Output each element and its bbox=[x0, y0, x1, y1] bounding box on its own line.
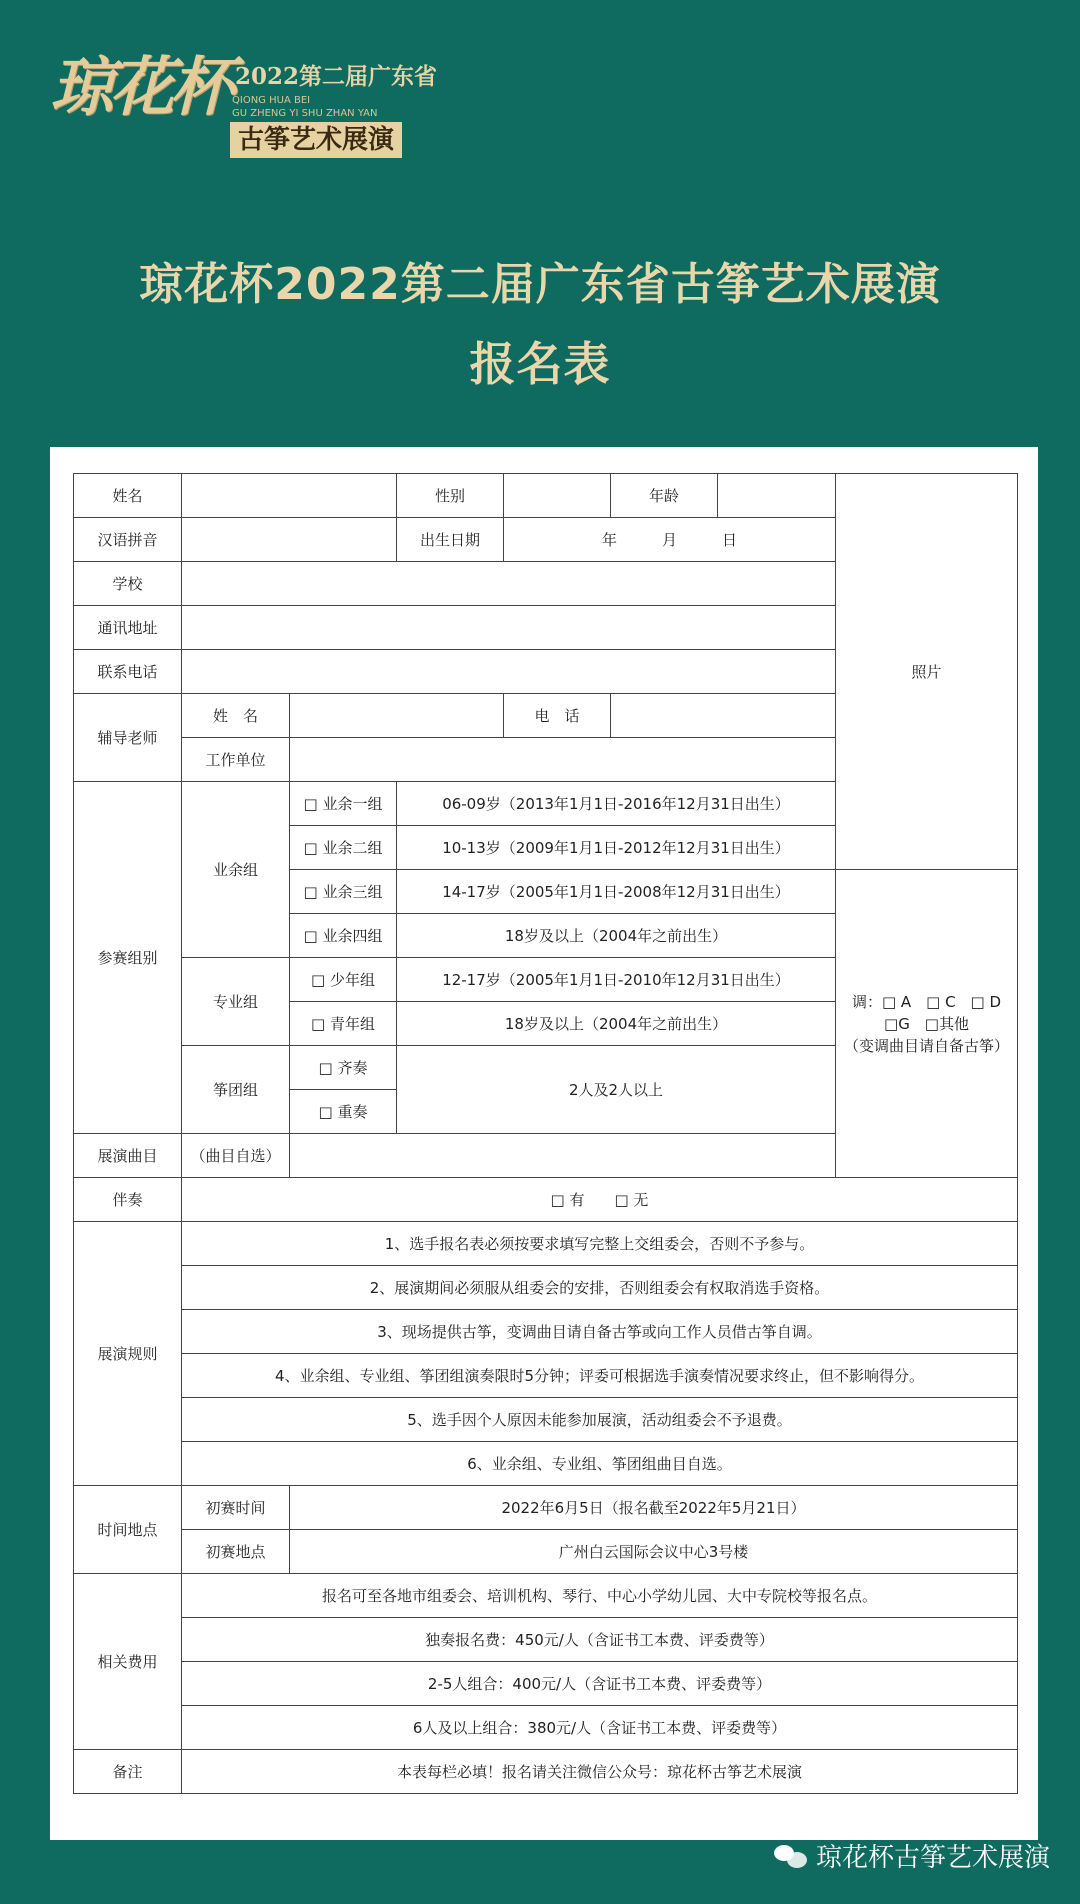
label-prelim-time: 初赛时间 bbox=[182, 1486, 290, 1530]
rule-item: 2、展演期间必须服从组委会的安排，否则组委会有权取消选手资格。 bbox=[182, 1266, 1018, 1310]
checkbox-amateur-3[interactable]: □ 业余三组 bbox=[290, 870, 397, 914]
row-rule-5 bbox=[74, 1398, 1018, 1442]
teacher-phone-field[interactable] bbox=[611, 694, 836, 738]
watermark-text: 琼花杯古筝艺术展演 bbox=[815, 1843, 1050, 1873]
label-pinyin: 汉语拼音 bbox=[74, 518, 182, 562]
group-desc-amateur-1: 06-09岁（2013年1月1日-2016年12月31日出生） bbox=[397, 782, 836, 826]
logo-pinyin-line-2: GU ZHENG YI SHU ZHAN YAN bbox=[232, 108, 378, 119]
label-rules: 展演规则 bbox=[74, 1222, 182, 1486]
checkbox-unison[interactable]: □ 齐奏 bbox=[290, 1046, 397, 1090]
label-category: 参赛组别 bbox=[74, 782, 182, 1134]
fee-item: 2-5人组合：400元/人（含证书工本费、评委费等） bbox=[182, 1662, 1018, 1706]
checkbox-duet[interactable]: □ 重奏 bbox=[290, 1090, 397, 1134]
wechat-icon bbox=[774, 1843, 808, 1869]
label-professional: 专业组 bbox=[182, 958, 290, 1046]
page-subtitle: 报名表 bbox=[469, 337, 611, 391]
rule-item: 6、业余组、专业组、筝团组曲目自选。 bbox=[182, 1442, 1018, 1486]
checkbox-junior[interactable]: □ 少年组 bbox=[290, 958, 397, 1002]
key-note: （变调曲目请自备古筝） bbox=[844, 1036, 1010, 1055]
logo-subtitle-box: 古筝艺术展演 bbox=[230, 122, 402, 158]
label-prelim-place: 初赛地点 bbox=[182, 1530, 290, 1574]
row-rule-4 bbox=[74, 1354, 1018, 1398]
row-fee-3 bbox=[74, 1662, 1018, 1706]
address-field[interactable] bbox=[182, 606, 836, 650]
name-field[interactable] bbox=[182, 474, 397, 518]
registration-table bbox=[73, 473, 1018, 1794]
label-piece: 展演曲目 bbox=[74, 1134, 182, 1178]
gender-field[interactable] bbox=[504, 474, 611, 518]
label-birth: 出生日期 bbox=[397, 518, 504, 562]
label-phone: 联系电话 bbox=[74, 650, 182, 694]
key-options-line-1[interactable]: 调：□ A □ C □ D bbox=[851, 992, 1002, 1011]
row-rule-3 bbox=[74, 1310, 1018, 1354]
checkbox-amateur-2[interactable]: □ 业余二组 bbox=[290, 826, 397, 870]
piece-note: （曲目自选） bbox=[182, 1134, 290, 1178]
row-fee-1 bbox=[74, 1574, 1018, 1618]
photo-area[interactable]: 照片 bbox=[836, 474, 1018, 870]
prelim-time-value: 2022年6月5日（报名截至2022年5月21日） bbox=[290, 1486, 1018, 1530]
accompaniment-options[interactable]: □ 有 □ 无 bbox=[182, 1178, 1018, 1222]
label-time-place: 时间地点 bbox=[74, 1486, 182, 1574]
logo-main-text: 琼花杯 bbox=[50, 50, 230, 125]
label-amateur: 业余组 bbox=[182, 782, 290, 958]
key-selection[interactable] bbox=[836, 870, 1018, 1178]
row-accompaniment bbox=[74, 1178, 1018, 1222]
school-field[interactable] bbox=[182, 562, 836, 606]
label-teacher-name: 姓 名 bbox=[182, 694, 290, 738]
row-fee-2 bbox=[74, 1618, 1018, 1662]
page-title: 琼花杯2022第二届广东省古筝艺术展演 bbox=[139, 259, 941, 310]
label-teacher-phone: 电 话 bbox=[504, 694, 611, 738]
checkbox-amateur-4[interactable]: □ 业余四组 bbox=[290, 914, 397, 958]
label-address: 通讯地址 bbox=[74, 606, 182, 650]
label-ensemble: 筝团组 bbox=[182, 1046, 290, 1134]
teacher-name-field[interactable] bbox=[290, 694, 504, 738]
piece-field[interactable] bbox=[290, 1134, 836, 1178]
wechat-watermark bbox=[774, 1837, 1050, 1874]
label-teacher-unit: 工作单位 bbox=[182, 738, 290, 782]
group-desc-amateur-3: 14-17岁（2005年1月1日-2008年12月31日出生） bbox=[397, 870, 836, 914]
fee-item: 报名可至各地市组委会、培训机构、琴行、中心小学幼儿园、大中专院校等报名点。 bbox=[182, 1574, 1018, 1618]
rule-item: 5、选手因个人原因未能参加展演，活动组委会不予退费。 bbox=[182, 1398, 1018, 1442]
row-rule-2 bbox=[74, 1266, 1018, 1310]
group-desc-junior: 12-17岁（2005年1月1日-2010年12月31日出生） bbox=[397, 958, 836, 1002]
label-age: 年龄 bbox=[611, 474, 718, 518]
rule-item: 3、现场提供古筝，变调曲目请自备古筝或向工作人员借古筝自调。 bbox=[182, 1310, 1018, 1354]
prelim-place-value: 广州白云国际会议中心3号楼 bbox=[290, 1530, 1018, 1574]
rule-item: 1、选手报名表必须按要求填写完整上交组委会，否则不予参与。 bbox=[182, 1222, 1018, 1266]
logo-year-line: 2022第二届广东省 bbox=[235, 63, 438, 90]
row-place bbox=[74, 1530, 1018, 1574]
group-desc-ensemble: 2人及2人以上 bbox=[397, 1046, 836, 1134]
logo-pinyin-line-1: QIONG HUA BEI bbox=[232, 95, 311, 106]
group-desc-amateur-2: 10-13岁（2009年1月1日-2012年12月31日出生） bbox=[397, 826, 836, 870]
age-field[interactable] bbox=[718, 474, 836, 518]
row-name bbox=[74, 474, 1018, 518]
label-teacher: 辅导老师 bbox=[74, 694, 182, 782]
group-desc-youth: 18岁及以上（2004年之前出生） bbox=[397, 1002, 836, 1046]
checkbox-youth[interactable]: □ 青年组 bbox=[290, 1002, 397, 1046]
phone-field[interactable] bbox=[182, 650, 836, 694]
row-time bbox=[74, 1486, 1018, 1530]
row-rule-1 bbox=[74, 1222, 1018, 1266]
label-fees: 相关费用 bbox=[74, 1574, 182, 1750]
row-rule-6 bbox=[74, 1442, 1018, 1486]
label-school: 学校 bbox=[74, 562, 182, 606]
logo-pinyin bbox=[232, 94, 377, 120]
key-options-line-2[interactable]: □G □其他 bbox=[884, 1014, 969, 1033]
remark-value: 本表每栏必填！报名请关注微信公众号：琼花杯古筝艺术展演 bbox=[182, 1750, 1018, 1794]
label-name: 姓名 bbox=[74, 474, 182, 518]
teacher-unit-field[interactable] bbox=[290, 738, 836, 782]
fee-item: 独奏报名费：450元/人（含证书工本费、评委费等） bbox=[182, 1618, 1018, 1662]
event-logo bbox=[50, 50, 438, 160]
label-remark: 备注 bbox=[74, 1750, 182, 1794]
fee-item: 6人及以上组合：380元/人（含证书工本费、评委费等） bbox=[182, 1706, 1018, 1750]
label-accompaniment: 伴奏 bbox=[74, 1178, 182, 1222]
group-desc-amateur-4: 18岁及以上（2004年之前出生） bbox=[397, 914, 836, 958]
pinyin-field[interactable] bbox=[182, 518, 397, 562]
rule-item: 4、业余组、专业组、筝团组演奏限时5分钟；评委可根据选手演奏情况要求终止，但不影响得分。 bbox=[182, 1354, 1018, 1398]
label-gender: 性别 bbox=[397, 474, 504, 518]
row-remark bbox=[74, 1750, 1018, 1794]
row-fee-4 bbox=[74, 1706, 1018, 1750]
birth-date-field[interactable]: 年 月 日 bbox=[504, 518, 836, 562]
registration-form-sheet bbox=[50, 447, 1038, 1840]
checkbox-amateur-1[interactable]: □ 业余一组 bbox=[290, 782, 397, 826]
